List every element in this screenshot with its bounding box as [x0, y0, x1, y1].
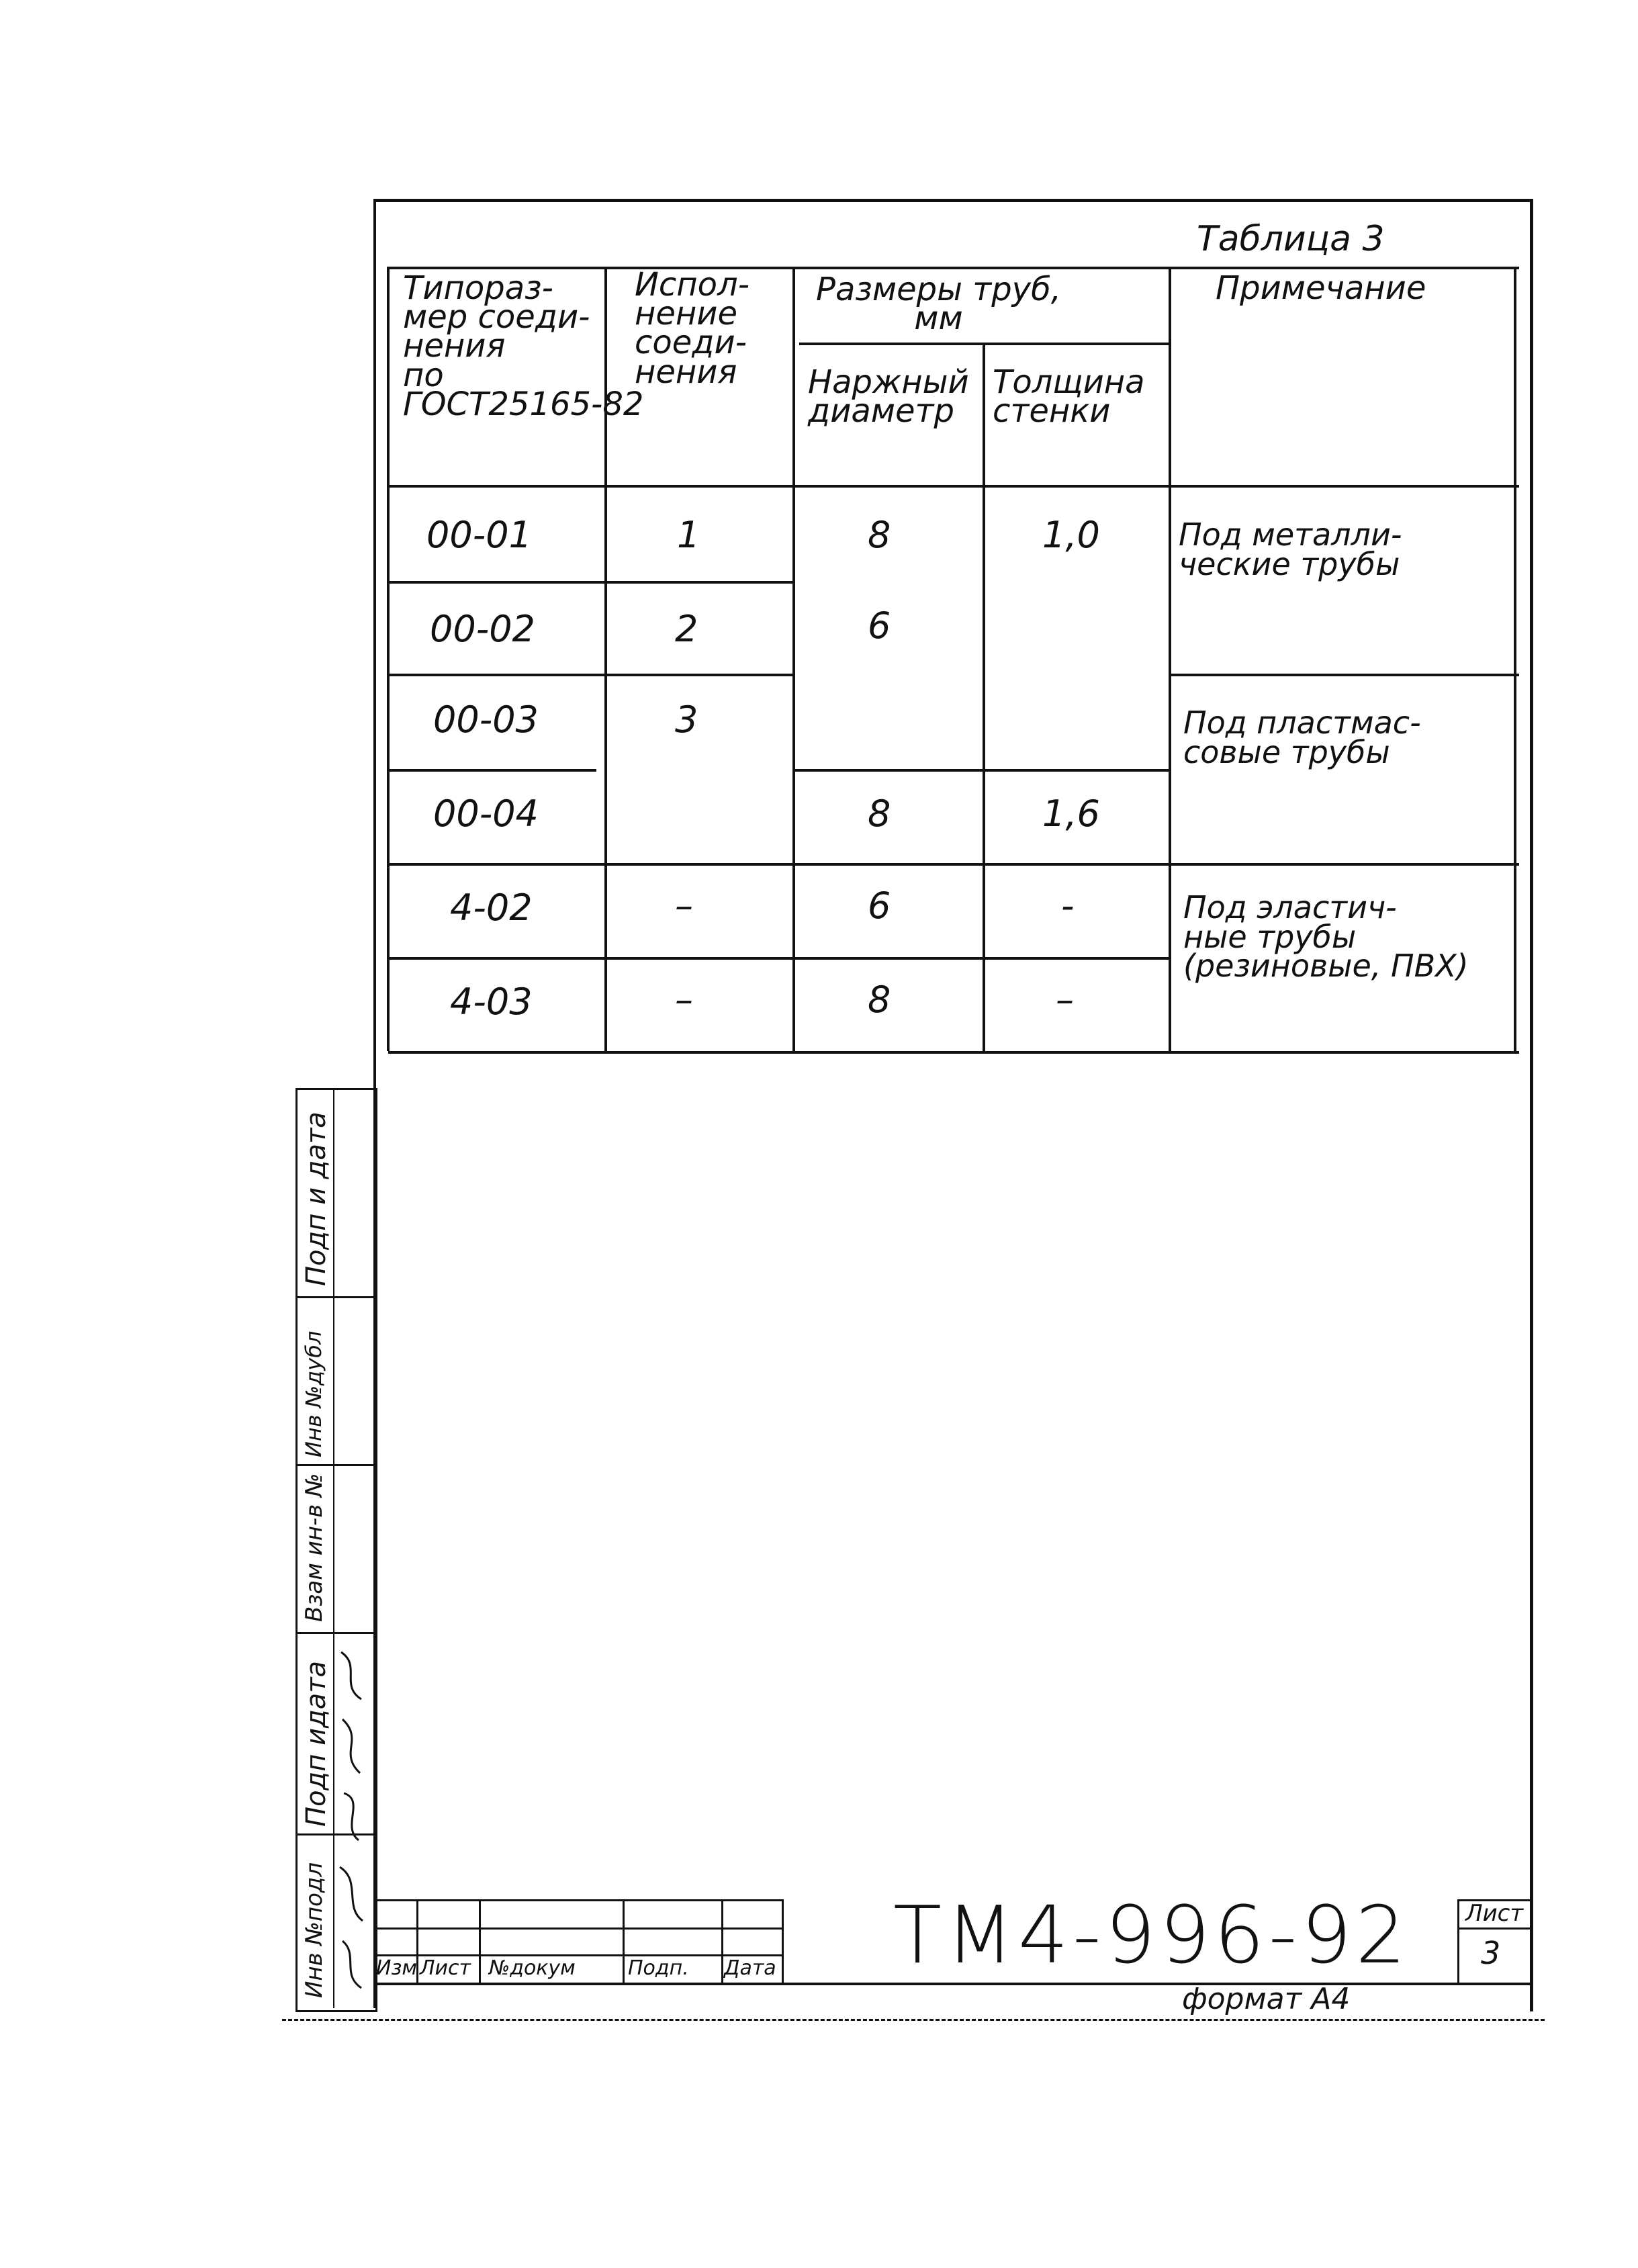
cut-line [282, 2019, 1545, 2021]
drawing-frame [373, 199, 1533, 2011]
cell-size-1: 00-01 [426, 514, 532, 556]
cell-thickness-1: 1,0 [1042, 514, 1100, 556]
cell-size-5: 4-02 [450, 887, 533, 929]
header-outer-diameter: Наржный диаметр [808, 363, 969, 430]
tb-col-sign: Подп. [628, 1956, 689, 1980]
document-number: ТМ4-996-92 [893, 1889, 1410, 1981]
tb-col-change: Изм [376, 1956, 418, 1980]
cell-size-6: 4-03 [450, 981, 533, 1023]
side-inv-orig: Инв №подл [301, 1862, 328, 1998]
side-inv-dup: Инв №дубл [301, 1330, 326, 1457]
header-pipe-sizes: Размеры труб, мм [816, 271, 1061, 338]
side-replace-inv: Взам ин-в № [301, 1473, 328, 1622]
side-sign-date-2: Подп и дата [301, 1112, 332, 1286]
note-metal: Под металли- ческие трубы [1179, 516, 1402, 582]
cell-variant-2: 2 [675, 608, 698, 650]
sheet-number: 3 [1481, 1935, 1501, 1971]
cell-size-2: 00-02 [430, 608, 535, 650]
cell-diameter-5: 6 [868, 884, 891, 927]
side-sign-date-1: Подп идата [301, 1660, 332, 1827]
cell-thickness-6: – [1056, 979, 1074, 1021]
cell-size-3: 00-03 [433, 698, 539, 741]
table-caption: Таблица 3 [1197, 219, 1385, 259]
tb-col-sheet: Лист [420, 1956, 471, 1980]
sheet-label: Лист [1465, 1900, 1524, 1927]
cell-variant-1: 1 [677, 514, 700, 556]
cell-size-4: 00-04 [433, 792, 539, 835]
header-size: Типораз- мер соеди- нения по ГОСТ25165-82 [403, 269, 644, 423]
cell-diameter-1: 8 [868, 514, 891, 556]
note-plastic: Под пластмас- совые трубы [1183, 705, 1421, 770]
cell-variant-3: 3 [675, 698, 698, 741]
cell-thickness-5: - [1061, 884, 1075, 927]
cell-variant-5: – [675, 884, 693, 927]
note-elastic: Под эластич- ные трубы (резиновые, ПВХ) [1183, 889, 1469, 985]
header-note: Примечание [1216, 269, 1426, 307]
signature-mark [334, 1639, 372, 2001]
format-label: формат А4 [1182, 1982, 1351, 2016]
cell-diameter-2: 6 [868, 604, 891, 647]
tb-col-doc-no: №докум [489, 1956, 576, 1980]
cell-diameter-4: 8 [868, 792, 891, 835]
cell-thickness-4: 1,6 [1042, 792, 1100, 835]
header-variant: Испол- нение соеди- нения [635, 266, 750, 391]
tb-col-date: Дата [724, 1956, 776, 1980]
cell-diameter-6: 8 [868, 979, 891, 1021]
header-wall-thickness: Толщина стенки [993, 363, 1145, 430]
cell-variant-6: – [675, 979, 693, 1021]
